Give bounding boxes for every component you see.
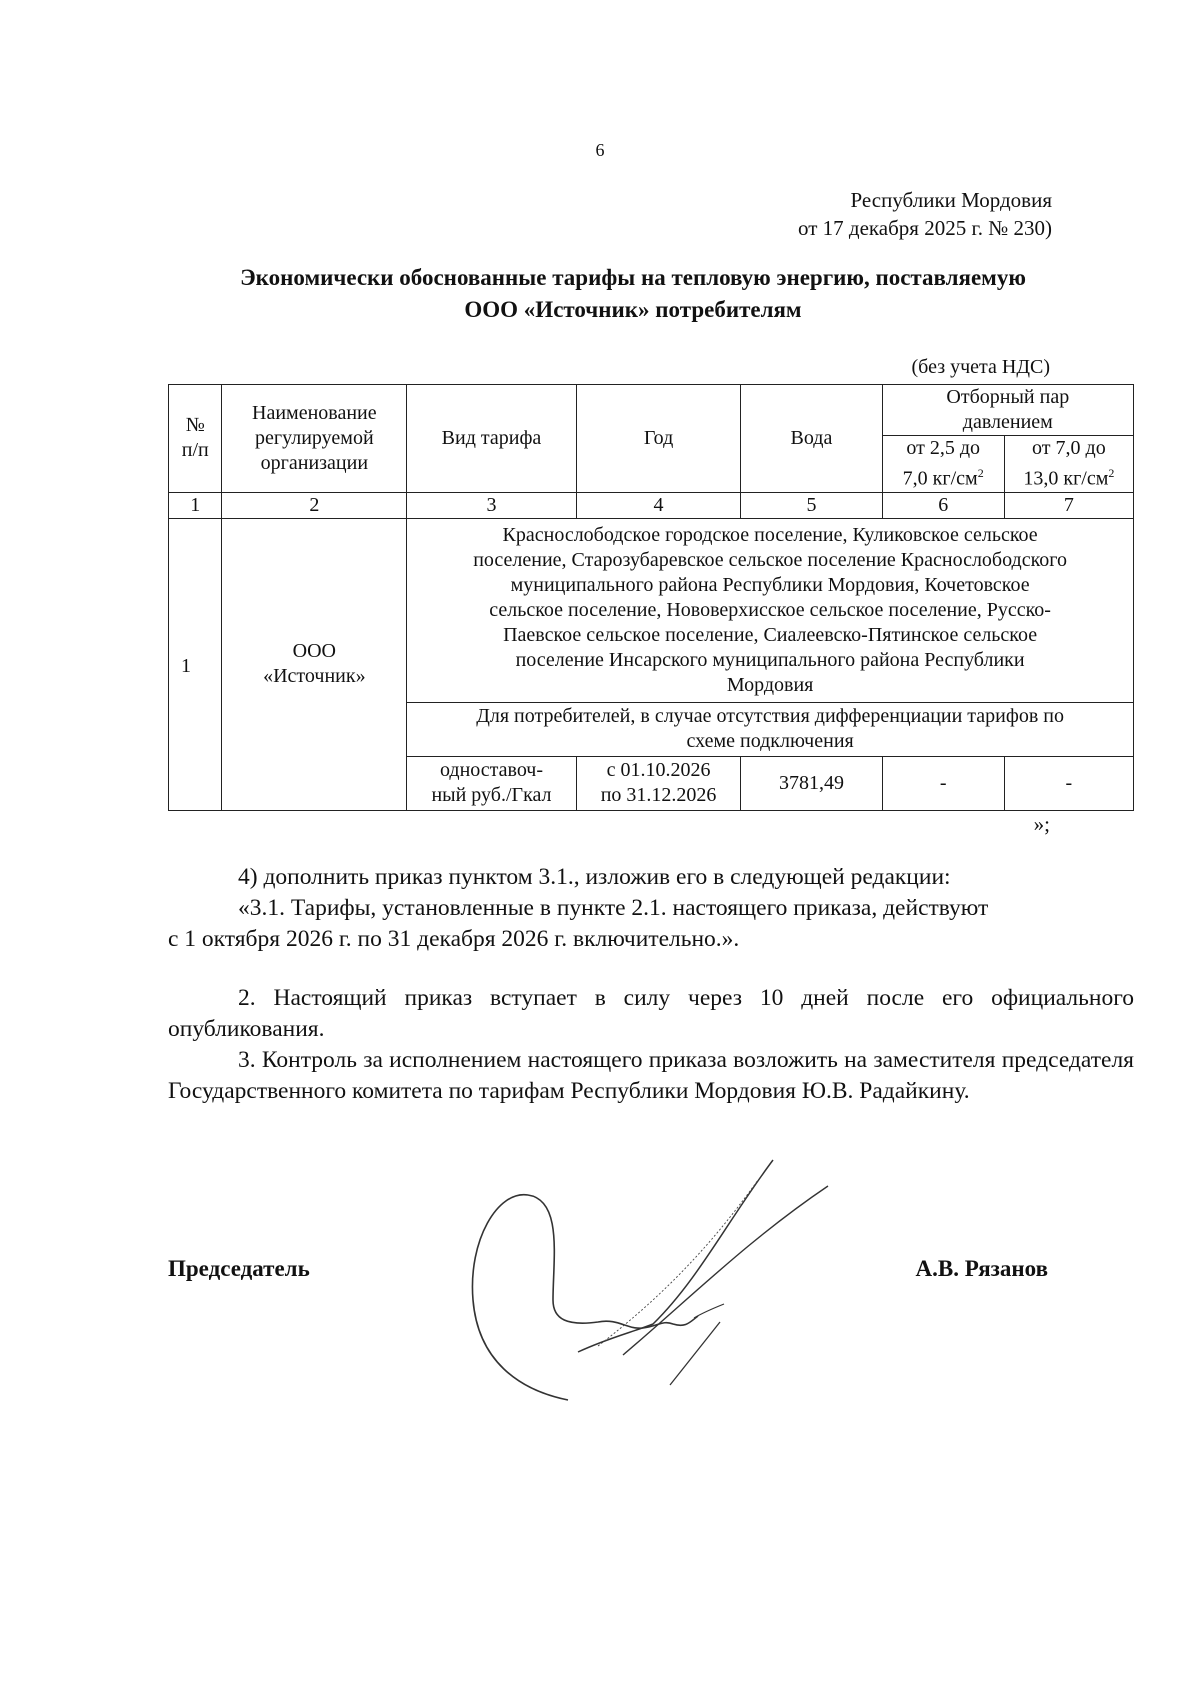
- period-cell: с 01.10.2026 по 31.12.2026: [576, 756, 741, 810]
- page-number: 6: [595, 140, 605, 160]
- header-tariff-type: Вид тарифа: [407, 385, 577, 493]
- handwritten-signature: [458, 1150, 848, 1410]
- territory-cell: Краснослободское городское поселение, Куликовское сельское поселение, Старозубаревское сельское поселение Краснослободского муниципального района Республики Мордовия, Кочетовское сельское поселение, Нововерхисское сельское поселение, Русско- Паевское сельское поселение, Сиалеевско-Пятинское сельское поселение Инсарского муниципального района Республики Мордовия: [407, 518, 1134, 702]
- col-number: 7: [1004, 492, 1133, 518]
- p4-line1: 4) дополнить приказ пунктом 3.1., изложив его в следующей редакции:: [238, 864, 951, 890]
- consumers-cell: Для потребителей, в случае отсутствия дифференциации тарифов по схеме подключения: [407, 702, 1134, 756]
- header-water: Вода: [741, 385, 882, 493]
- p4-line3: с 1 октября 2026 г. по 31 декабря 2026 г. включительно.».: [168, 926, 740, 952]
- signatory-position: Председатель: [168, 1256, 310, 1281]
- tariff-type-cell: одноставоч- ный руб./Гкал: [407, 756, 577, 810]
- col-number: 6: [882, 492, 1004, 518]
- row-num: 1: [169, 518, 222, 810]
- row-org: ООО «Источник»: [222, 518, 407, 810]
- header-steam-high: от 7,0 до 13,0 $кг/см^2$: [1004, 436, 1133, 493]
- document-title: [150, 262, 1116, 326]
- header-year: Год: [576, 385, 741, 493]
- header-org: Наименование регулируемой организации: [222, 385, 407, 493]
- steam-low-value-cell: -: [882, 756, 1004, 810]
- closing-quote: »;: [1033, 812, 1050, 836]
- header-row: [169, 385, 1134, 436]
- col-number: 4: [576, 492, 741, 518]
- col-number: 5: [741, 492, 882, 518]
- title-line2: ООО «Источник» потребителям: [464, 297, 802, 322]
- paragraph-2: 2. Настоящий приказ вступает в силу через 10 дней после его официального опубликования.: [168, 985, 1134, 1042]
- col-number: 1: [169, 492, 222, 518]
- header-ref-line2: от 17 декабря 2025 г. № 230): [798, 216, 1052, 240]
- steam-high-value-cell: -: [1004, 756, 1133, 810]
- col-number: 3: [407, 492, 577, 518]
- p4-line2: «3.1. Тарифы, установленные в пункте 2.1. настоящего приказа, действуют: [238, 895, 989, 921]
- header-reference: [798, 186, 1052, 242]
- header-num: № п/п: [169, 385, 222, 493]
- water-value-cell: 3781,49: [741, 756, 882, 810]
- header-steam: Отборный пар давлением: [882, 385, 1133, 436]
- title-line1: Экономически обоснованные тарифы на тепловую энергию, поставляемую: [240, 265, 1026, 290]
- paragraph-4: [168, 862, 1134, 955]
- paragraph-3: 3. Контроль за исполнением настоящего приказа возложить на заместителя председателя Государственного комитета по тарифам Республики Мордовия Ю.В. Радайкину.: [168, 1047, 1134, 1104]
- vat-note: (без учета НДС): [911, 356, 1050, 378]
- col-number: 2: [222, 492, 407, 518]
- column-number-row: [169, 492, 1134, 518]
- header-ref-line1: Республики Мордовия: [850, 188, 1052, 212]
- tariff-table: [168, 384, 1134, 811]
- territory-row: [169, 518, 1134, 702]
- header-steam-low: от 2,5 до 7,0 $кг/см^2$: [882, 436, 1004, 493]
- signatory-name: А.В. Рязанов: [915, 1256, 1048, 1281]
